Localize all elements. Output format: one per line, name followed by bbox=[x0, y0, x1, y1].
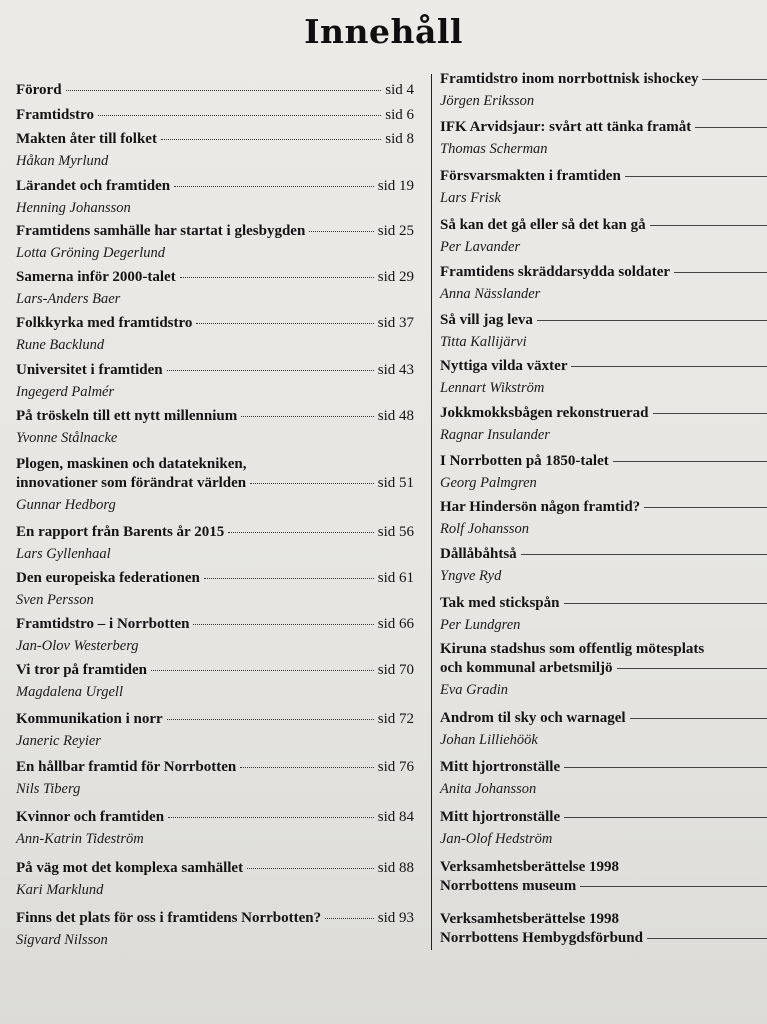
toc-entry-title: Framtidens samhälle har startat i glesbygden bbox=[16, 223, 306, 239]
toc-entry-author: Jan-Olov Westerberg bbox=[16, 638, 139, 654]
toc-entry-author: Eva Gradin bbox=[440, 682, 509, 698]
leader-line bbox=[537, 320, 767, 321]
dot-leader bbox=[196, 323, 373, 324]
toc-entry-author: Rune Backlund bbox=[16, 337, 105, 353]
toc-entry[interactable] bbox=[440, 70, 767, 110]
toc-entry-author: Jörgen Eriksson bbox=[440, 93, 535, 109]
dot-leader bbox=[174, 186, 374, 187]
toc-entry-title: Kommunikation i norr bbox=[16, 711, 163, 727]
dot-leader bbox=[240, 767, 373, 768]
toc-entry[interactable] bbox=[440, 118, 767, 158]
toc-entry[interactable] bbox=[16, 130, 414, 170]
toc-entry[interactable] bbox=[16, 222, 414, 262]
toc-entry-title: Folkkyrka med framtidstro bbox=[16, 315, 193, 331]
toc-entry-author: Nils Tiberg bbox=[16, 781, 81, 797]
toc-entry-page: sid 25 bbox=[377, 223, 414, 239]
toc-entry-title: Jokkmokksbågen rekonstruerad bbox=[440, 405, 649, 421]
toc-entry[interactable] bbox=[16, 268, 414, 308]
toc-entry-title: Framtidstro inom norrbottnisk ishockey bbox=[440, 71, 699, 87]
toc-entry[interactable] bbox=[440, 216, 767, 256]
toc-entry-title-line1: Verksamhetsberättelse 1998 bbox=[440, 859, 619, 875]
toc-entry-author: Janeric Reyier bbox=[16, 733, 101, 749]
toc-entry-title-line1: Verksamhetsberättelse 1998 bbox=[440, 911, 619, 927]
dot-leader bbox=[98, 115, 381, 116]
leader-line bbox=[647, 938, 767, 939]
toc-entry-page: sid 43 bbox=[377, 362, 414, 378]
dot-leader bbox=[325, 918, 374, 919]
leader-line bbox=[625, 176, 767, 177]
toc-entry-page: sid 88 bbox=[377, 860, 414, 876]
toc-entry[interactable] bbox=[16, 615, 414, 655]
toc-entry-author: Ragnar Insulander bbox=[440, 427, 550, 443]
leader-line bbox=[650, 225, 767, 226]
toc-entry-author: Anna Nässlander bbox=[440, 286, 541, 302]
toc-entry-author: Kari Marklund bbox=[16, 882, 104, 898]
toc-entry-title: Så vill jag leva bbox=[440, 312, 533, 328]
leader-line bbox=[653, 413, 767, 414]
toc-entry-title: Vi tror på framtiden bbox=[16, 662, 147, 678]
toc-entry-author: Gunnar Hedborg bbox=[16, 497, 116, 513]
toc-entry-author: Per Lavander bbox=[440, 239, 521, 255]
toc-entry[interactable] bbox=[16, 758, 414, 798]
toc-entry-title: Framtidens skräddarsydda soldater bbox=[440, 264, 671, 280]
dot-leader bbox=[228, 532, 374, 533]
toc-entry-title: och kommunal arbetsmiljö bbox=[440, 660, 613, 676]
toc-entry-title: Framtidstro – i Norrbotten bbox=[16, 616, 190, 632]
toc-entry-title-line1: Plogen, maskinen och datatekniken, bbox=[16, 456, 247, 472]
toc-entry-author: Ingegerd Palmér bbox=[16, 384, 115, 400]
toc-entry-author: Sven Persson bbox=[16, 592, 94, 608]
toc-entry-page: sid 4 bbox=[385, 82, 414, 98]
toc-entry[interactable] bbox=[16, 808, 414, 848]
toc-entry-title: Nyttiga vilda växter bbox=[440, 358, 568, 374]
toc-entry[interactable] bbox=[16, 314, 414, 354]
toc-entry-title: Samerna inför 2000-talet bbox=[16, 269, 176, 285]
toc-entry-title: innovationer som förändrat världen bbox=[16, 475, 247, 491]
toc-entry-page: sid 76 bbox=[377, 759, 414, 775]
toc-entry-title: I Norrbotten på 1850-talet bbox=[440, 453, 609, 469]
leader-line bbox=[571, 366, 767, 367]
dot-leader bbox=[161, 139, 381, 140]
toc-entry[interactable] bbox=[440, 545, 767, 585]
toc-entry-title: Så kan det gå eller så det kan gå bbox=[440, 217, 646, 233]
toc-entry-author: Yvonne Stålnacke bbox=[16, 430, 118, 446]
dot-leader bbox=[247, 868, 374, 869]
toc-entry[interactable] bbox=[440, 263, 767, 303]
toc-entry-title: På väg mot det komplexa samhället bbox=[16, 860, 244, 876]
toc-entry[interactable] bbox=[440, 594, 767, 634]
toc-entry[interactable] bbox=[440, 709, 767, 749]
toc-entry-author: Håkan Myrlund bbox=[16, 153, 109, 169]
column-divider bbox=[431, 74, 432, 950]
leader-line bbox=[564, 603, 767, 604]
toc-entry[interactable] bbox=[16, 909, 414, 949]
toc-entry-title: Norrbottens museum bbox=[440, 878, 577, 894]
dot-leader bbox=[204, 578, 374, 579]
toc-entry-title: Universitet i framtiden bbox=[16, 362, 163, 378]
toc-entry[interactable] bbox=[16, 407, 414, 447]
toc-entry-title: Förord bbox=[16, 82, 62, 98]
toc-entry-page: sid 66 bbox=[377, 616, 414, 632]
toc-entry[interactable] bbox=[440, 858, 767, 896]
toc-entry-page: sid 19 bbox=[377, 178, 414, 194]
leader-line bbox=[630, 718, 767, 719]
leader-line bbox=[702, 79, 767, 80]
toc-entry-author: Lars Gyllenhaal bbox=[16, 546, 111, 562]
toc-entry-title: Tak med stickspån bbox=[440, 595, 560, 611]
toc-entry-title: Kvinnor och framtiden bbox=[16, 809, 165, 825]
toc-entry-author: Thomas Scherman bbox=[440, 141, 548, 157]
toc-entry-page: sid 48 bbox=[377, 408, 414, 424]
dot-leader bbox=[168, 817, 374, 818]
toc-entry-author: Rolf Johansson bbox=[440, 521, 530, 537]
toc-entry[interactable] bbox=[16, 859, 414, 899]
toc-entry-author: Lars Frisk bbox=[440, 190, 501, 206]
dot-leader bbox=[167, 719, 374, 720]
dot-leader bbox=[241, 416, 373, 417]
toc-entry-page: sid 93 bbox=[377, 910, 414, 926]
dot-leader bbox=[250, 483, 374, 484]
toc-entry[interactable] bbox=[440, 311, 767, 351]
toc-entry[interactable] bbox=[16, 455, 414, 514]
toc-entry[interactable] bbox=[440, 167, 767, 207]
toc-entry-author: Georg Palmgren bbox=[440, 475, 537, 491]
toc-entry-author: Johan Lilliehöök bbox=[440, 732, 538, 748]
toc-entry[interactable] bbox=[440, 640, 767, 699]
toc-entry[interactable] bbox=[440, 404, 767, 444]
leader-line bbox=[617, 668, 767, 669]
toc-entry-page: sid 72 bbox=[377, 711, 414, 727]
toc-entry-title: Mitt hjortronställe bbox=[440, 759, 561, 775]
toc-entry[interactable] bbox=[16, 106, 414, 125]
dot-leader bbox=[66, 90, 382, 91]
toc-entry-author: Sigvard Nilsson bbox=[16, 932, 108, 948]
leader-line bbox=[580, 886, 767, 887]
toc-entry[interactable] bbox=[16, 177, 414, 217]
toc-entry-title: Lärandet och framtiden bbox=[16, 178, 171, 194]
dot-leader bbox=[193, 624, 373, 625]
toc-entry-page: sid 37 bbox=[377, 315, 414, 331]
toc-entry[interactable] bbox=[16, 710, 414, 750]
toc-entry-author: Titta Kallijärvi bbox=[440, 334, 527, 350]
toc-entry-page: sid 84 bbox=[377, 809, 414, 825]
toc-entry-title: På tröskeln till ett nytt millennium bbox=[16, 408, 238, 424]
toc-entry-author: Jan-Olof Hedström bbox=[440, 831, 553, 847]
dot-leader bbox=[151, 670, 374, 671]
toc-entry[interactable] bbox=[16, 523, 414, 563]
toc-entry-title: IFK Arvidsjaur: svårt att tänka framåt bbox=[440, 119, 692, 135]
toc-entry-page: sid 70 bbox=[377, 662, 414, 678]
leader-line bbox=[521, 554, 767, 555]
toc-entry[interactable] bbox=[16, 569, 414, 609]
toc-entry-author: Per Lundgren bbox=[440, 617, 521, 633]
dot-leader bbox=[309, 231, 373, 232]
leader-line bbox=[644, 507, 767, 508]
toc-entry-title: Har Hindersön någon framtid? bbox=[440, 499, 641, 515]
toc-entry-title: Androm til sky och warnagel bbox=[440, 710, 626, 726]
toc-entry-author: Ann-Katrin Tideström bbox=[16, 831, 144, 847]
toc-entry-author: Lennart Wikström bbox=[440, 380, 545, 396]
toc-entry[interactable] bbox=[440, 758, 767, 798]
leader-line bbox=[564, 767, 767, 768]
toc-entry-author: Lotta Gröning Degerlund bbox=[16, 245, 166, 261]
toc-entry-author: Lars-Anders Baer bbox=[16, 291, 121, 307]
toc-entry-title: En hållbar framtid för Norrbotten bbox=[16, 759, 237, 775]
toc-entry-title: En rapport från Barents år 2015 bbox=[16, 524, 225, 540]
toc-entry[interactable] bbox=[16, 661, 414, 701]
toc-entry[interactable] bbox=[440, 910, 767, 948]
leader-line bbox=[674, 272, 767, 273]
toc-entry-page: sid 29 bbox=[377, 269, 414, 285]
toc-entry[interactable] bbox=[440, 452, 767, 492]
toc-entry-page: sid 56 bbox=[377, 524, 414, 540]
toc-entry-title: Dållåbåhtså bbox=[440, 546, 517, 562]
toc-entry-title: Makten åter till folket bbox=[16, 131, 157, 147]
toc-entry[interactable] bbox=[440, 357, 767, 397]
toc-entry-title: Norrbottens Hembygdsförbund bbox=[440, 930, 643, 946]
dot-leader bbox=[167, 370, 374, 371]
toc-entry-author: Magdalena Urgell bbox=[16, 684, 123, 700]
dot-leader bbox=[180, 277, 374, 278]
toc-entry-title-line1: Kiruna stadshus som offentlig mötesplats bbox=[440, 641, 705, 657]
toc-entry[interactable] bbox=[16, 81, 414, 100]
page-title: Innehåll bbox=[304, 12, 463, 51]
toc-entry[interactable] bbox=[16, 361, 414, 401]
toc-entry-title: Framtidstro bbox=[16, 107, 95, 123]
toc-entry-page: sid 51 bbox=[377, 475, 414, 491]
toc-entry-title: Mitt hjortronställe bbox=[440, 809, 561, 825]
toc-entry[interactable] bbox=[440, 498, 767, 538]
toc-entry-page: sid 61 bbox=[377, 570, 414, 586]
toc-entry-title: Den europeiska federationen bbox=[16, 570, 200, 586]
leader-line bbox=[564, 817, 767, 818]
leader-line bbox=[695, 127, 767, 128]
toc-entry[interactable] bbox=[440, 808, 767, 848]
leader-line bbox=[613, 461, 767, 462]
toc-entry-title: Finns det plats för oss i framtidens Norrbotten? bbox=[16, 910, 322, 926]
toc-entry-author: Henning Johansson bbox=[16, 200, 131, 216]
toc-entry-page: sid 6 bbox=[385, 107, 414, 123]
toc-entry-author: Anita Johansson bbox=[440, 781, 537, 797]
toc-entry-page: sid 8 bbox=[385, 131, 414, 147]
toc-entry-author: Yngve Ryd bbox=[440, 568, 502, 584]
toc-entry-title: Försvarsmakten i framtiden bbox=[440, 168, 621, 184]
